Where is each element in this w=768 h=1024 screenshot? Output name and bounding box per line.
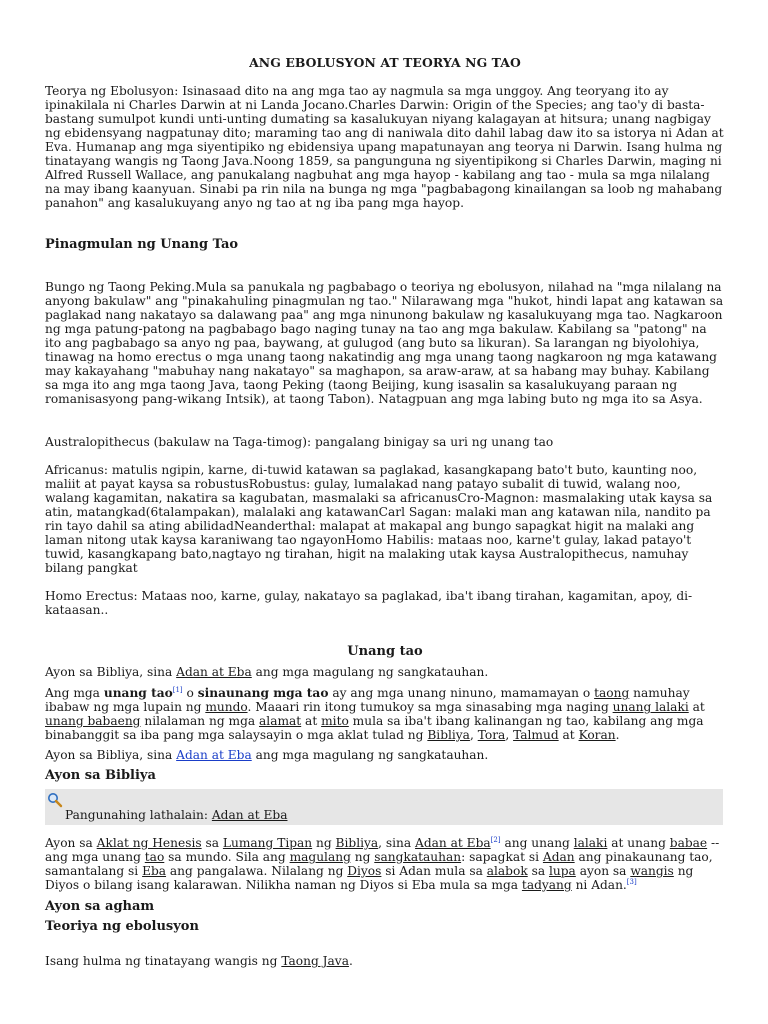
link-alabok[interactable]: alabok xyxy=(486,864,528,878)
text: sa xyxy=(527,864,549,878)
heading-teoriya-ng-ebolusyon: Teoriya ng ebolusyon xyxy=(45,919,199,934)
heading-pinagmulan: Pinagmulan ng Unang Tao xyxy=(45,237,239,252)
magnifier-icon xyxy=(47,792,61,806)
text: Ayon sa Bibliya, sina xyxy=(45,665,177,679)
text: , xyxy=(505,728,514,742)
heading-unang-tao: Unang tao xyxy=(347,644,423,659)
main-article-box xyxy=(45,789,723,825)
text: : sapagkat si xyxy=(461,850,543,864)
link-koran[interactable]: Koran xyxy=(578,728,616,742)
paragraph-africanus: Africanus: matulis ngipin, karne, di-tuwid katawan sa paglakad, kasangkapang bato't buto, kaunting noo, maliit at payat kaysa sa robustusRobustus: gulay, lumalakad nang patayo subalit di tuwid, walang noo, walang kagamitan, nakatira sa kagubatan, masmalaki sa africanusCro-Magnon: masmalaking utak kaysa sa atin, matangkad(6talampakan), malalaki ang katawanCarl Sagan: malaki man ang katawan nila, nandito pa rin tayo dahil sa ating abilidadNeanderthal: malapat at makapal ang bungo sapagkat higit na malaki ang laman nitong utak kaysa karaniwang tao ngayonHomo Habilis: mataas noo, karne't gulay, lakad patayo't tuwid, kasangkapang bato,nagtayo ng tirahan, higit na malaking utak kaysa Australopithecus, namuhay bilang pangkat xyxy=(45,463,713,575)
link-adan-at-eba[interactable]: Adan at Eba xyxy=(176,665,252,679)
paragraph-australopithecus: Australopithecus (bakulaw na Taga-timog): pangalang binigay sa uri ng unang tao xyxy=(45,435,554,449)
text: at xyxy=(558,728,579,742)
link-unang-lalaki[interactable]: unang lalaki xyxy=(612,700,689,714)
article-body xyxy=(45,56,725,968)
link-lumang-tipan[interactable]: Lumang Tipan xyxy=(222,836,313,850)
link-lupa[interactable]: lupa xyxy=(549,864,576,878)
text: at xyxy=(301,714,322,728)
text: ang unang xyxy=(500,836,574,850)
text: mula sa iba't ibang kalinangan ng tao, kabilang ang mga binabanggit sa iba pang mga salaysayin o mga aklat tulad ng xyxy=(45,714,704,742)
link-main-article[interactable]: Adan at Eba xyxy=(211,808,288,822)
bold-term: sinaunang mga tao xyxy=(197,686,329,700)
link-tao[interactable]: tao xyxy=(144,850,165,864)
footnote-ref-3[interactable]: [3] xyxy=(626,877,637,886)
text: , xyxy=(469,728,478,742)
link-mundo[interactable]: mundo xyxy=(205,700,248,714)
text: ng xyxy=(312,836,336,850)
footnote-ref-1[interactable]: [1] xyxy=(172,685,183,694)
paragraph-bungo: Bungo ng Taong Peking.Mula sa panukala ng pagbabago o teoriya ng ebolusyon, nilahad na "mga nilalang na anyong bakulaw" ang "pinakahuling pinagmulan ng tao." Nilarawang mga "hukot, hindi lapat ang katawan sa paglakad nang nakatayo sa dalawang paa" ang mga ninunong bakulaw ng kasalukuyang mga tao. Nagkaroon ng mga patung-patong na pagbabago bago naging tunay na tao ang mga bakulaw. Kabilang sa "patong" na ito ang pagbabago sa anyo ng paa, baywang, at gulugod (ang buto sa likuran). Sa larangan ng biyolohiya, tinawag na homo erectus o mga unang taong nakatindig ang mga unang taong nagkaroon ng mga katawang may kakayahang "mabuhay nang nakatayo" sa maghapon, sa araw-araw, at sa habang may buhay. Kabilang sa mga ito ang mga taong Java, taong Peking (taong Beijing, kung isasalin sa kasalukuyang paraan ng romanisasyong pang-wikang Intsik), at taong Tabon). Natagpuan ang mga labing buto ng mga ito sa Asya. xyxy=(45,280,724,406)
link-bibliya[interactable]: Bibliya xyxy=(427,728,470,742)
text: ang pangalawa. Nilalang ng xyxy=(166,864,348,878)
link-adan-at-eba[interactable]: Adan at Eba xyxy=(415,836,491,850)
text: sa xyxy=(201,836,223,850)
link-eba[interactable]: Eba xyxy=(142,864,167,878)
main-article-text xyxy=(65,808,287,822)
paragraph-taong-java xyxy=(45,954,725,968)
link-aklat-ng-henesis[interactable]: Aklat ng Henesis xyxy=(96,836,202,850)
footnote-ref-2[interactable]: [2] xyxy=(490,835,501,844)
link-taong[interactable]: taong xyxy=(594,686,630,700)
link-diyos[interactable]: Diyos xyxy=(347,864,382,878)
text: ni Adan. xyxy=(571,878,627,892)
text: si Adan mula sa xyxy=(381,864,487,878)
text: . Maaari rin itong tumukoy sa mga sinasabing mga naging xyxy=(247,700,613,714)
text: ayon sa xyxy=(575,864,631,878)
text: ang mga magulang ng sangkatauhan. xyxy=(251,665,489,679)
link-alamat[interactable]: alamat xyxy=(259,714,302,728)
text: at unang xyxy=(607,836,670,850)
text: . xyxy=(615,728,620,742)
text: sa mundo. Sila ang xyxy=(164,850,290,864)
page-title: ANG EBOLUSYON AT TEORYA NG TAO xyxy=(249,55,521,70)
text: o xyxy=(182,686,198,700)
link-magulang[interactable]: magulang xyxy=(289,850,351,864)
intro-paragraph: Teorya ng Ebolusyon: Isinasaad dito na ang mga tao ay nagmula sa mga unggoy. Ang teoryang ito ay ipinakilala ni Charles Darwin at ni Landa Jocano.Charles Darwin: Origin of the Species; ang tao'y di basta-bastang sumulpot kundi unti-unting dumating sa kasalukuyan niyang kalagayan at hitsura; unang nagbigay ng ebidensyang nagpatunay dito; maraming tao ang di naniwala dito dahil labag daw ito sa istorya ni Adan at Eva. Humanap ang mga siyentipiko ng ebidensiya upang mapatunayan ang teorya ni Darwin. Isang hulma ng tinatayang wangis ng Taong Java.Noong 1859, sa pangunguna ng siyentipikong si Charles Darwin, maging ni Alfred Russell Wallace, ang panukalang nagbuhat ang mga hayop - kabilang ang tao - mula sa mga nilalang na may ibang kaanyuan. Sinabi pa rin nila na bunga ng mga "pagbabagong kinailangan sa loob ng mahabang panahon" ang kasalukuyang anyo ng tao at ng iba pang mga hayop. xyxy=(45,84,724,210)
link-wangis[interactable]: wangis xyxy=(630,864,674,878)
text: -- ang mga unang xyxy=(45,836,720,864)
heading-ayon-sa-agham: Ayon sa agham xyxy=(45,899,155,914)
link-sangkatauhan[interactable]: sangkatauhan xyxy=(374,850,462,864)
text: at xyxy=(688,700,705,714)
link-bibliya[interactable]: Bibliya xyxy=(335,836,379,850)
paragraph-ayon-bibliya-1 xyxy=(45,665,725,679)
bold-term: unang tao xyxy=(103,686,173,700)
link-tora[interactable]: Tora xyxy=(477,728,506,742)
text: ng Diyos o bilang isang kalarawan. Nilikha naman ng Diyos si Eba mula sa mga xyxy=(45,864,694,892)
link-taong-java[interactable]: Taong Java xyxy=(281,954,349,968)
text: Ayon sa xyxy=(45,836,97,850)
text: Pangunahing lathalain: xyxy=(65,808,212,822)
heading-ayon-sa-bibliya: Ayon sa Bibliya xyxy=(45,768,156,783)
text: , sina xyxy=(378,836,416,850)
text: ay ang mga unang ninuno, mamamayan o xyxy=(328,686,595,700)
link-lalaki[interactable]: lalaki xyxy=(573,836,608,850)
link-talmud[interactable]: Talmud xyxy=(513,728,559,742)
link-adan[interactable]: Adan xyxy=(542,850,575,864)
text: Isang hulma ng tinatayang wangis ng xyxy=(45,954,282,968)
text: ang pinakaunang tao, samantalang si xyxy=(45,850,713,878)
paragraph-homo-erectus: Homo Erectus: Mataas noo, karne, gulay, nakatayo sa paglakad, iba't ibang tirahan, kagamitan, apoy, di-kataasan.. xyxy=(45,589,693,617)
text: . xyxy=(348,954,353,968)
paragraph-unang-tao xyxy=(45,686,725,742)
text: ng xyxy=(350,850,375,864)
link-tadyang[interactable]: tadyang xyxy=(521,878,572,892)
link-babae[interactable]: babae xyxy=(669,836,708,850)
paragraph-ayon-bibliya-2 xyxy=(45,748,725,762)
text: ang mga magulang ng sangkatauhan. xyxy=(251,748,489,762)
paragraph-aklat-henesis xyxy=(45,836,725,892)
link-adan-at-eba-blue[interactable]: Adan at Eba xyxy=(176,748,252,762)
text: namuhay ibabaw ng mga lupain ng xyxy=(45,686,690,714)
link-mito[interactable]: mito xyxy=(321,714,349,728)
text: Ayon sa Bibliya, sina xyxy=(45,748,177,762)
link-unang-babaeng[interactable]: unang babaeng xyxy=(45,714,141,728)
text: nilalaman ng mga xyxy=(140,714,260,728)
text: Ang mga xyxy=(45,686,104,700)
